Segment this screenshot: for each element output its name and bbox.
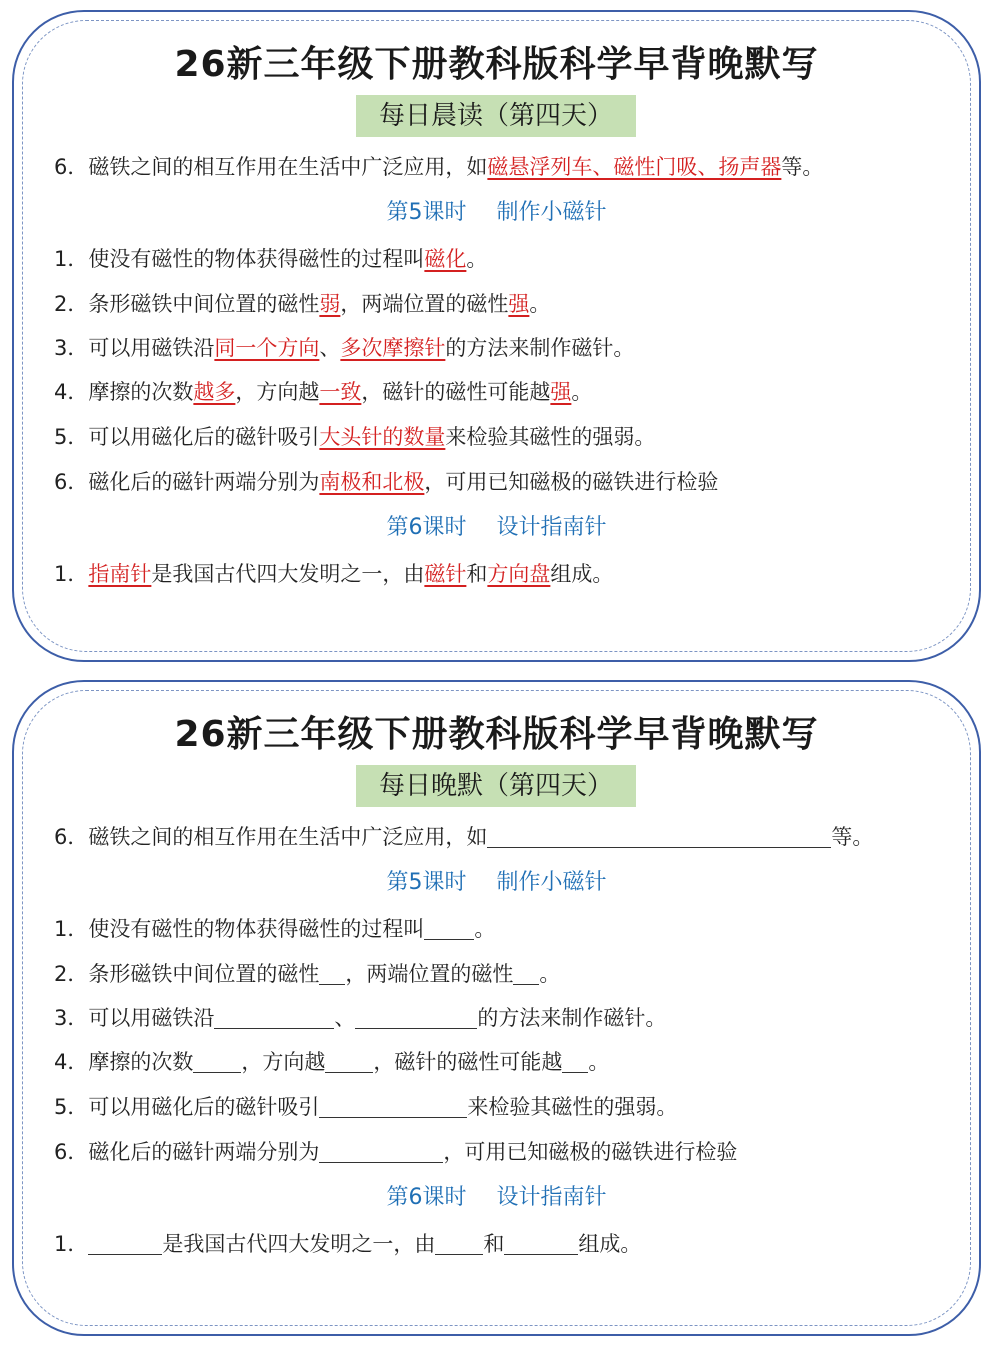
question-line: 1． 是我国古代四大发明之一，由 和 组成。 bbox=[54, 1232, 642, 1256]
answer-text: 大头针的数量 bbox=[319, 425, 446, 449]
answer-blank[interactable] bbox=[504, 1232, 578, 1255]
question-line: 4．摩擦的次数越多，方向越一致，磁针的磁性可能越强。 bbox=[54, 380, 593, 404]
answer-text: 同一个方向 bbox=[214, 336, 320, 360]
answer-blank[interactable] bbox=[355, 1006, 477, 1029]
lesson-heading: 第5课时 制作小磁针 bbox=[386, 870, 607, 895]
answer-blank[interactable] bbox=[319, 962, 345, 985]
answer-blank[interactable] bbox=[319, 1140, 443, 1163]
answer-blank[interactable] bbox=[214, 1006, 334, 1029]
answer-text: 强 bbox=[508, 292, 530, 316]
section-banner: 每日晨读（第四天） bbox=[356, 95, 636, 137]
answer-text: 磁化 bbox=[424, 247, 467, 271]
question-line: 6．磁化后的磁针两端分别为南极和北极，可用已知磁极的磁铁进行检验 bbox=[54, 470, 719, 494]
question-line: 2．条形磁铁中间位置的磁性 ，两端位置的磁性 。 bbox=[54, 962, 561, 986]
answer-blank[interactable] bbox=[319, 1095, 467, 1118]
answer-text: 越多 bbox=[193, 380, 236, 404]
lesson-heading: 第5课时 制作小磁针 bbox=[386, 200, 607, 225]
question-line: 4．摩擦的次数 ，方向越 ，磁针的磁性可能越 。 bbox=[54, 1050, 610, 1074]
answer-blank[interactable] bbox=[562, 1050, 588, 1073]
answer-text: 磁针 bbox=[424, 562, 467, 586]
answer-blank[interactable] bbox=[325, 1050, 373, 1073]
page-title: 26新三年级下册教科版科学早背晚默写 bbox=[174, 44, 819, 85]
lesson-heading: 第6课时 设计指南针 bbox=[386, 515, 607, 540]
question-line: 3．可以用磁铁沿同一个方向、多次摩擦针的方法来制作磁针。 bbox=[54, 336, 635, 360]
answer-text: 方向盘 bbox=[487, 562, 551, 586]
question-line: 5．可以用磁化后的磁针吸引大头针的数量来检验其磁性的强弱。 bbox=[54, 425, 656, 449]
question-line: 6．磁铁之间的相互作用在生活中广泛应用，如 等。 bbox=[54, 825, 874, 849]
answer-text: 一致 bbox=[319, 380, 362, 404]
question-line: 2．条形磁铁中间位置的磁性弱，两端位置的磁性强。 bbox=[54, 292, 551, 316]
question-line: 3．可以用磁铁沿 、 的方法来制作磁针。 bbox=[54, 1006, 667, 1030]
answer-text: 强 bbox=[550, 380, 572, 404]
answer-text: 南极和北极 bbox=[319, 470, 425, 494]
answer-blank[interactable] bbox=[487, 825, 831, 848]
answer-text: 多次摩擦针 bbox=[340, 336, 446, 360]
answer-blank[interactable] bbox=[424, 917, 474, 940]
page-title: 26新三年级下册教科版科学早背晚默写 bbox=[174, 714, 819, 755]
answer-blank[interactable] bbox=[513, 962, 539, 985]
section-banner: 每日晚默（第四天） bbox=[356, 765, 636, 807]
question-line: 5．可以用磁化后的磁针吸引 来检验其磁性的强弱。 bbox=[54, 1095, 678, 1119]
answer-blank[interactable] bbox=[435, 1232, 483, 1255]
question-line: 1．指南针是我国古代四大发明之一，由磁针和方向盘组成。 bbox=[54, 562, 614, 586]
lesson-heading: 第6课时 设计指南针 bbox=[386, 1185, 607, 1210]
answer-text: 指南针 bbox=[88, 562, 152, 586]
question-line: 6．磁化后的磁针两端分别为 ，可用已知磁极的磁铁进行检验 bbox=[54, 1140, 738, 1164]
answer-blank[interactable] bbox=[193, 1050, 241, 1073]
answer-text: 弱 bbox=[319, 292, 341, 316]
morning-reading-card bbox=[12, 10, 981, 662]
question-line: 6．磁铁之间的相互作用在生活中广泛应用，如磁悬浮列车、磁性门吸、扬声器等。 bbox=[54, 155, 824, 179]
evening-dictation-card bbox=[12, 680, 981, 1336]
question-line: 1．使没有磁性的物体获得磁性的过程叫磁化。 bbox=[54, 247, 488, 271]
question-line: 1．使没有磁性的物体获得磁性的过程叫 。 bbox=[54, 917, 496, 941]
answer-blank[interactable] bbox=[88, 1232, 162, 1255]
answer-text: 磁悬浮列车、磁性门吸、扬声器 bbox=[487, 155, 782, 179]
